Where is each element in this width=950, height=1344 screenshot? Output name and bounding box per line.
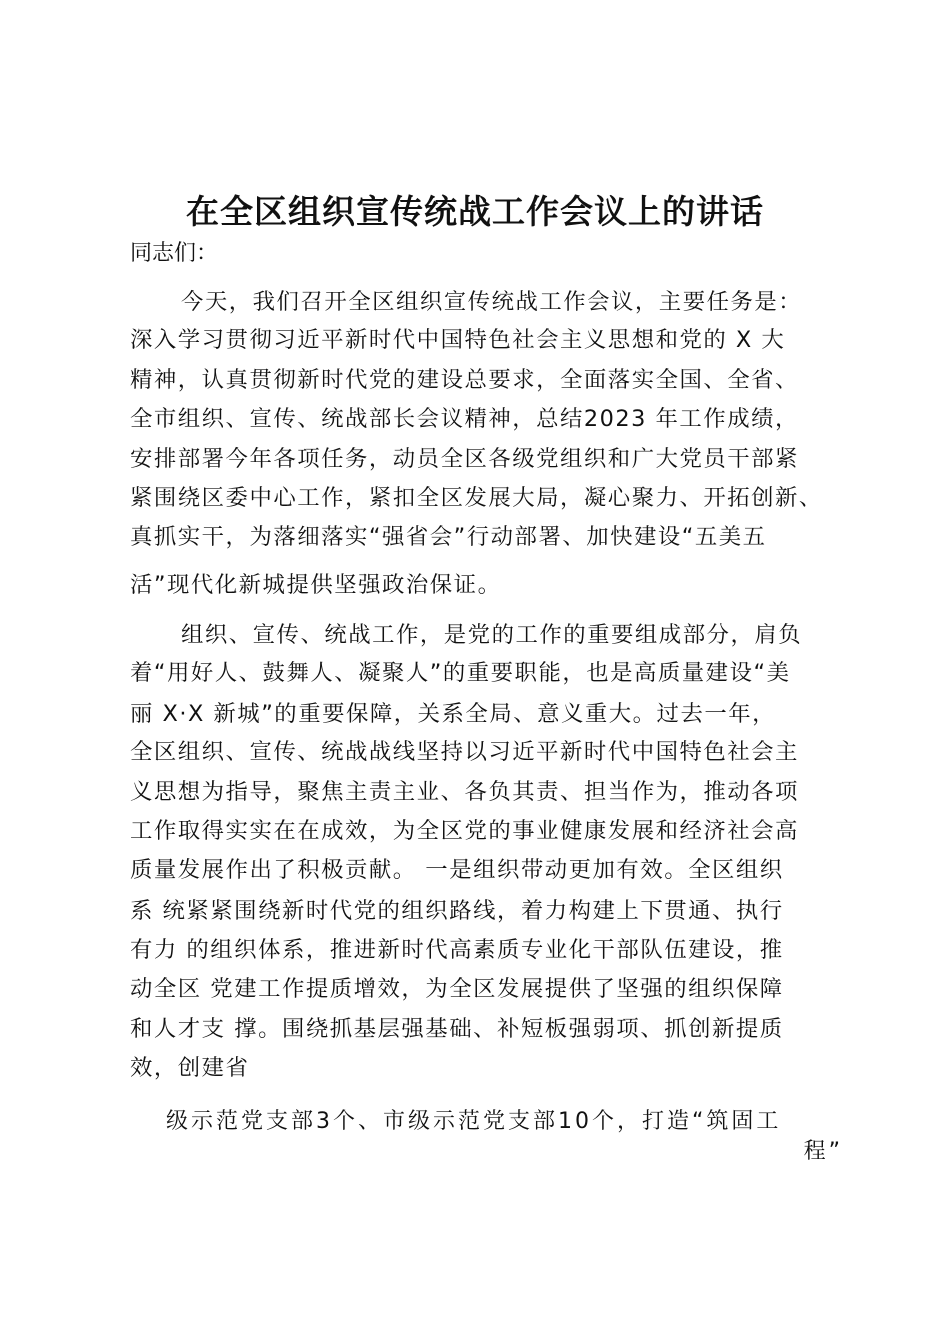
- paragraph-line: 义思想为指导，聚焦主责主业、各负其责、担当作为，推动各项: [130, 779, 799, 805]
- paragraph-line: 紧围绕区委中心工作，紧扣全区发展大局，凝心聚力、开拓创新、: [130, 485, 823, 511]
- paragraph-line: 活”现代化新城提供坚强政治保证。: [130, 572, 502, 598]
- paragraph-line: 质量发展作出了积极贡献。 一是组织带动更加有效。全区组织: [130, 857, 784, 883]
- paragraph-line: 今天，我们召开全区组织宣传统战工作会议，主要任务是：: [181, 289, 803, 315]
- paragraph-line: 工作取得实实在在成效，为全区党的事业健康发展和经济社会高: [130, 818, 799, 844]
- paragraph-line: 真抓实干，为落细落实“强省会”行动部署、加快建设“五美五: [130, 524, 767, 550]
- paragraph-line: 组织、宣传、统战工作，是党的工作的重要组成部分，肩负: [181, 622, 803, 648]
- paragraph-line: 着“用好人、鼓舞人、凝聚人”的重要职能，也是高质量建设“美: [130, 660, 791, 686]
- paragraph-line: 动全区 党建工作提质增效，为全区发展提供了坚强的组织保障: [130, 976, 784, 1002]
- paragraph-line: 有力 的组织体系，推进新时代高素质专业化干部队伍建设，推: [130, 937, 784, 963]
- paragraph-line: 程”: [803, 1139, 843, 1164]
- paragraph-line: 和人才支 撑。围绕抓基层强基础、补短板强弱项、抓创新提质: [130, 1016, 784, 1042]
- paragraph-line: 级示范党支部3个、市级示范党支部10个，打造“筑固工: [166, 1109, 782, 1134]
- paragraph-line: 安排部署今年各项任务，动员全区各级党组织和广大党员干部紧: [130, 446, 799, 472]
- paragraph-line: 系 统紧紧围绕新时代党的组织路线，着力构建上下贯通、执行: [130, 898, 784, 924]
- paragraph-line: 全区组织、宣传、统战战线坚持以习近平新时代中国特色社会主: [130, 739, 799, 765]
- paragraph-line: 丽 X·X 新城”的重要保障，关系全局、意义重大。过去一年，: [130, 701, 777, 727]
- document-title: 在全区组织宣传统战工作会议上的讲话: [186, 192, 764, 231]
- paragraph-line: 深入学习贯彻习近平新时代中国特色社会主义思想和党的 X 大: [130, 327, 786, 353]
- paragraph-line: 全市组织、宣传、统战部长会议精神，总结2023 年工作成绩，: [130, 406, 799, 432]
- salutation: 同志们：: [130, 241, 219, 266]
- paragraph-line: 精神，认真贯彻新时代党的建设总要求，全面落实全国、全省、: [130, 367, 799, 393]
- paragraph-line: 效，创建省: [130, 1055, 250, 1081]
